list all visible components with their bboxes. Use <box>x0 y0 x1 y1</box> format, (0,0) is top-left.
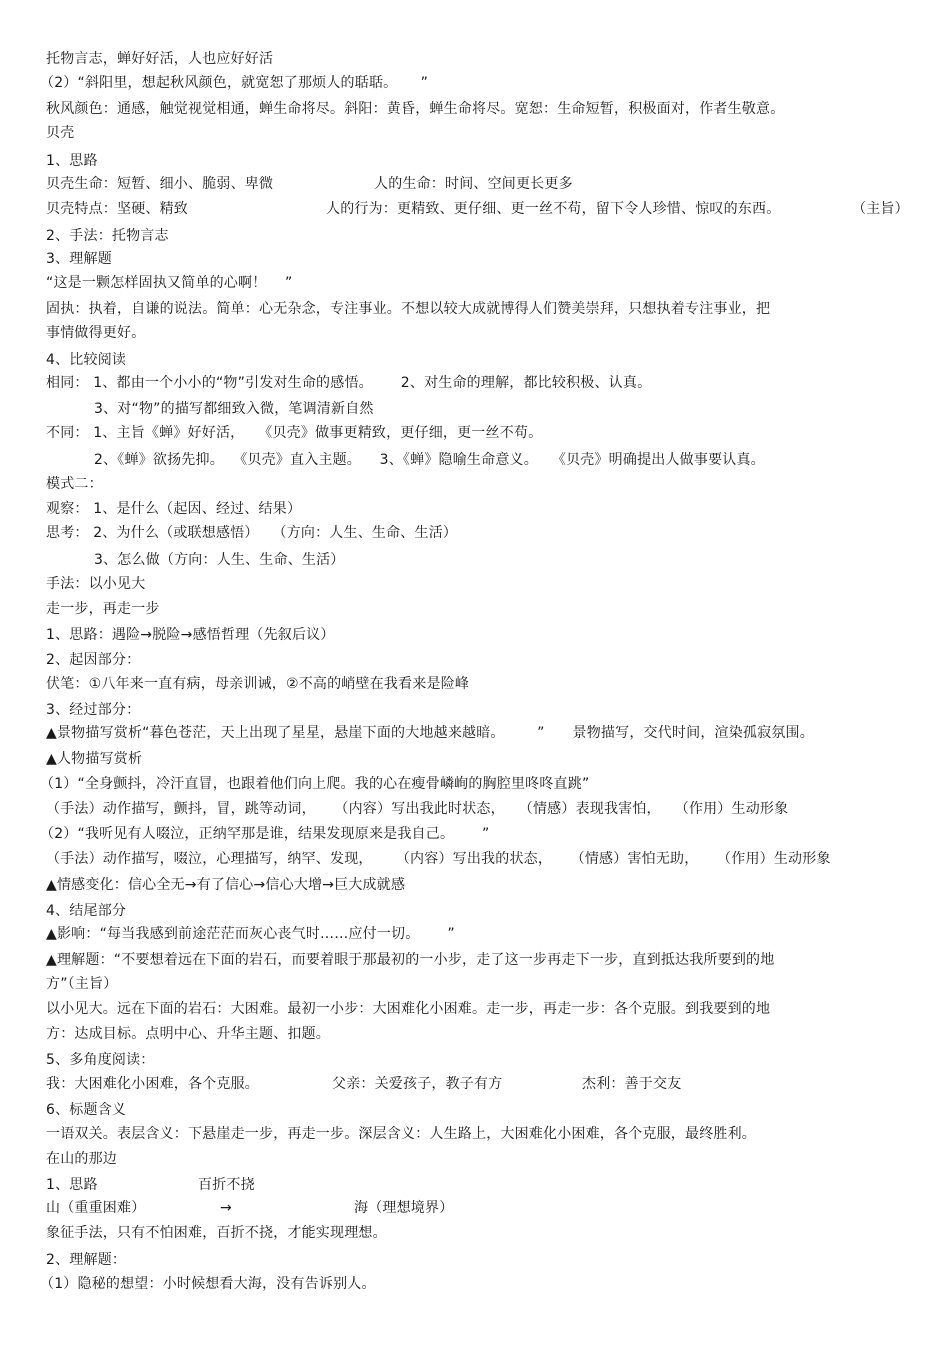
text-line: 4、结尾部分 <box>46 903 127 919</box>
text-line: 杰利：善于交友 <box>582 1076 682 1092</box>
text-line: 观察： 1、是什么（起因、经过、结果） <box>46 501 302 517</box>
text-line: 我：大困难化小困难，各个克服。 <box>46 1076 259 1092</box>
text-line: 在山的那边 <box>46 1151 117 1167</box>
text-line: 事情做得更好。 <box>46 325 146 341</box>
text-line: 5、多角度阅读： <box>46 1052 155 1068</box>
text-line: 模式二： <box>46 476 103 492</box>
text-line: 伏笔：①八年来一直有病，母亲训诫，②不高的峭壁在我看来是险峰 <box>46 676 470 692</box>
text-line: 2、起因部分： <box>46 652 141 668</box>
text-line: ▲人物描写赏析 <box>46 751 143 767</box>
text-line: 4、比较阅读 <box>46 352 127 368</box>
text-line: “这是一颗怎样固执又简单的心啊！ ” <box>46 275 293 291</box>
text-line: 百折不挠 <box>198 1177 255 1193</box>
text-line: 固执：执着，自谦的说法。简单：心无杂念，专注事业。不想以较大成就博得人们赞美崇拜，只想执着专注事业，把 <box>46 301 771 317</box>
text-line: ▲情感变化：信心全无→有了信心→信心大增→巨大成就感 <box>46 877 406 893</box>
text-line: （2）“我听见有人啜泣，正纳罕那是谁，结果发现原来是我自己。 ” <box>40 826 490 842</box>
text-line: 1、思路：遇险→脱险→感悟哲理（先叙后议） <box>46 627 335 643</box>
text-line: 6、标题含义 <box>46 1102 127 1118</box>
text-line: 方：达成目标。点明中心、升华主题、扣题。 <box>46 1026 330 1042</box>
text-line: 人的生命：时间、空间更长更多 <box>374 176 573 192</box>
text-line: 3、理解题 <box>46 251 112 267</box>
text-line: 贝壳生命：短暂、细小、脆弱、卑微 <box>46 176 274 192</box>
text-line: 贝壳 <box>46 125 75 141</box>
text-line: （1）隐秘的想望：小时候想看大海，没有告诉别人。 <box>40 1276 376 1292</box>
text-line: 山（重重困难） <box>46 1200 146 1216</box>
text-line: 3、经过部分： <box>46 702 141 718</box>
text-line: 3、对“物”的描写都细致入微，笔调清新自然 <box>94 401 374 417</box>
text-line: 3、怎么做（方向：人生、生命、生活） <box>94 552 345 568</box>
text-line: （手法）动作描写，颤抖，冒，跳等动词， （内容）写出我此时状态， （情感）表现我害怕， （作用）生动形象 <box>46 801 789 817</box>
text-line: 2、理解题： <box>46 1252 127 1268</box>
text-line: 海（理想境界） <box>354 1200 454 1216</box>
text-line: ▲理解题：“不要想着远在下面的岩石，而要着眼于那最初的一小步，走了这一步再走下一步，直到抵达我所要到的地 <box>46 952 775 968</box>
text-line: 不同： 1、主旨《蝉》好好活， 《贝壳》做事更精致，更仔细，更一丝不苟。 <box>46 425 543 441</box>
text-line: 思考： 2、为什么（或联想感悟） （方向：人生、生命、生活） <box>46 525 458 541</box>
text-line: → <box>220 1200 232 1216</box>
text-line: 以小见大。远在下面的岩石：大困难。最初一小步：大困难化小困难。走一步，再走一步：各个克服。到我要到的地 <box>46 1001 771 1017</box>
text-line: （主旨） <box>852 201 909 217</box>
text-line: 走一步，再走一步 <box>46 601 160 617</box>
text-line: ▲影响：“每当我感到前途茫茫而灰心丧气时……应付一切。 ” <box>46 926 455 942</box>
text-line: 一语双关。表层含义：下悬崖走一步，再走一步。深层含义：人生路上，大困难化小困难，各个克服，最终胜利。 <box>46 1126 756 1142</box>
text-line: 托物言志，蝉好好活，人也应好好活 <box>46 51 274 67</box>
text-line: （手法）动作描写，啜泣，心理描写，纳罕、发现， （内容）写出我的状态， （情感）害怕无助， （作用）生动形象 <box>46 851 831 867</box>
text-line: 1、思路 <box>46 1177 98 1193</box>
text-line: 象征手法，只有不怕困难，百折不挠，才能实现理想。 <box>46 1225 387 1241</box>
text-line: 手法：以小见大 <box>46 576 146 592</box>
text-line: 贝壳特点：坚硬、精致 <box>46 201 188 217</box>
text-line: 秋风颜色：通感，触觉视觉相通，蝉生命将尽。斜阳：黄昏，蝉生命将尽。宽恕：生命短暂，积极面对，作者生敬意。 <box>46 101 785 117</box>
text-line: 父亲：关爱孩子，教子有方 <box>332 1076 503 1092</box>
text-line: 2、《蝉》欲扬先抑。 《贝壳》直入主题。 3、《蝉》隐喻生命意义。 《贝壳》明确提出人做事要认真。 <box>94 452 765 468</box>
text-line: 相同： 1、都由一个小小的“物”引发对生命的感悟。 2、对生命的理解，都比较积极、认真。 <box>46 375 652 391</box>
text-line: 人的行为：更精致、更仔细、更一丝不苟，留下令人珍惜、惊叹的东西。 <box>326 201 781 217</box>
text-line: 方”（主旨） <box>46 976 118 992</box>
text-line: （2）“斜阳里，想起秋风颜色，就宽恕了那烦人的聒聒。 ” <box>40 75 429 91</box>
text-line: 2、手法：托物言志 <box>46 228 169 244</box>
text-line: 1、思路 <box>46 153 98 169</box>
text-line: （1）“全身颤抖，冷汗直冒，也跟着他们向上爬。我的心在瘦骨嶙峋的胸腔里咚咚直跳” <box>40 776 590 792</box>
text-line: ▲景物描写赏析“暮色苍茫，天上出现了星星，悬崖下面的大地越来越暗。 ” 景物描写，交代时间，渲染孤寂氛围。 <box>46 725 814 741</box>
